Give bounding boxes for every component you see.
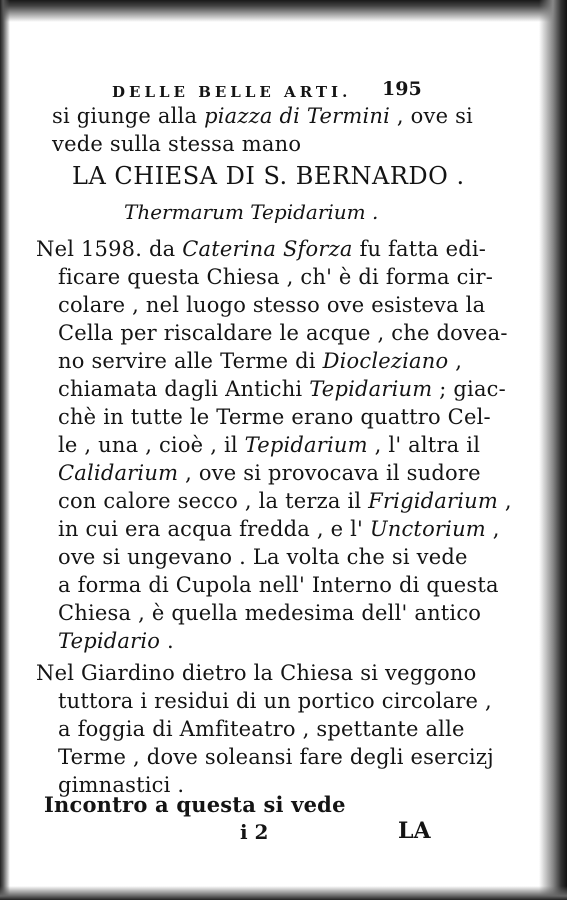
text-line [58, 348, 462, 374]
text-span: no servire alle Terme di [58, 349, 323, 373]
section-heading: LA CHIESA DI S. BERNARDO . [72, 162, 465, 190]
text-line: Cella per riscaldare le acque , che doveа- [58, 321, 508, 345]
scan-edge-right [539, 0, 567, 900]
italic-span: Tepidario [58, 629, 161, 653]
text-line: Chiesa , è quella medesima dell' antico [58, 601, 482, 625]
text-span: , ove si provocava il sudore [178, 461, 481, 485]
text-line: a foggia di Amfiteatro , spettante alle [58, 717, 465, 741]
text-span: , [485, 517, 500, 541]
text-span: Nel 1598. da [36, 237, 183, 261]
italic-span: Caterina Sforza [182, 237, 353, 261]
text-line: ove si ungevano . La volta che si vede [58, 545, 468, 569]
text-line [58, 488, 512, 514]
text-line [58, 460, 481, 486]
text-line [58, 432, 480, 458]
text-line [52, 103, 473, 129]
text-span: , ove si [390, 104, 473, 128]
text-line [36, 236, 486, 262]
text-span: con calore secco , la terza il [58, 489, 369, 513]
signature-mark: i 2 [240, 820, 269, 844]
section-subheading: Thermarum Tepidarium . [124, 200, 379, 224]
text-span: in cui era acqua fredda , e l' [58, 517, 370, 541]
scan-edge-left [0, 0, 10, 900]
italic-span: Tepidarium [244, 433, 368, 457]
text-line: a forma di Cupola nell' Interno di questa [58, 573, 499, 597]
text-line [58, 376, 506, 402]
text-span: si giunge alla [52, 104, 205, 128]
text-span: , l' altra il [367, 433, 481, 457]
text-line: Terme , dove soleansi fare degli esercizj [58, 745, 494, 769]
scan-edge-bottom [0, 886, 567, 900]
text-span: . [160, 629, 174, 653]
text-line: Incontro a questa si vede [44, 792, 346, 817]
text-line: gimnastici . [58, 773, 185, 797]
italic-span: Diocleziano [322, 349, 449, 373]
running-head: DELLE BELLE ARTI. [112, 83, 352, 101]
text-line [58, 516, 500, 542]
italic-span: Frigidarium [368, 489, 499, 513]
text-line: chè in tutte le Terme erano quattro Cel- [58, 405, 491, 429]
text-span: le , una , cioè , il [58, 433, 245, 457]
text-line: Nel Giardino dietro la Chiesa si veggono [36, 661, 477, 685]
italic-span: Tepidarium [309, 377, 433, 401]
scan-edge-top [0, 0, 567, 22]
text-span: , [498, 489, 512, 513]
text-line: colare , nel luogo stesso ove esisteva la [58, 293, 486, 317]
text-span: fu fatta edi- [352, 237, 487, 261]
text-line: vede sulla stessa mano [52, 132, 302, 156]
catchword: LA [398, 818, 431, 844]
text-span: chiamata dagli Antichi [58, 377, 310, 401]
text-span: ; giac- [432, 377, 506, 401]
text-line [58, 628, 174, 654]
text-span: , [448, 349, 463, 373]
italic-span: piazza di Termini [204, 104, 391, 128]
text-line: tuttora i residui di un portico circolare , [58, 689, 492, 713]
text-line: ficare questa Chiesa , ch' è di forma cir- [58, 265, 494, 289]
page-number: 195 [382, 78, 422, 100]
italic-span: Unctorium [369, 517, 486, 541]
italic-span: Calidarium [58, 461, 179, 485]
